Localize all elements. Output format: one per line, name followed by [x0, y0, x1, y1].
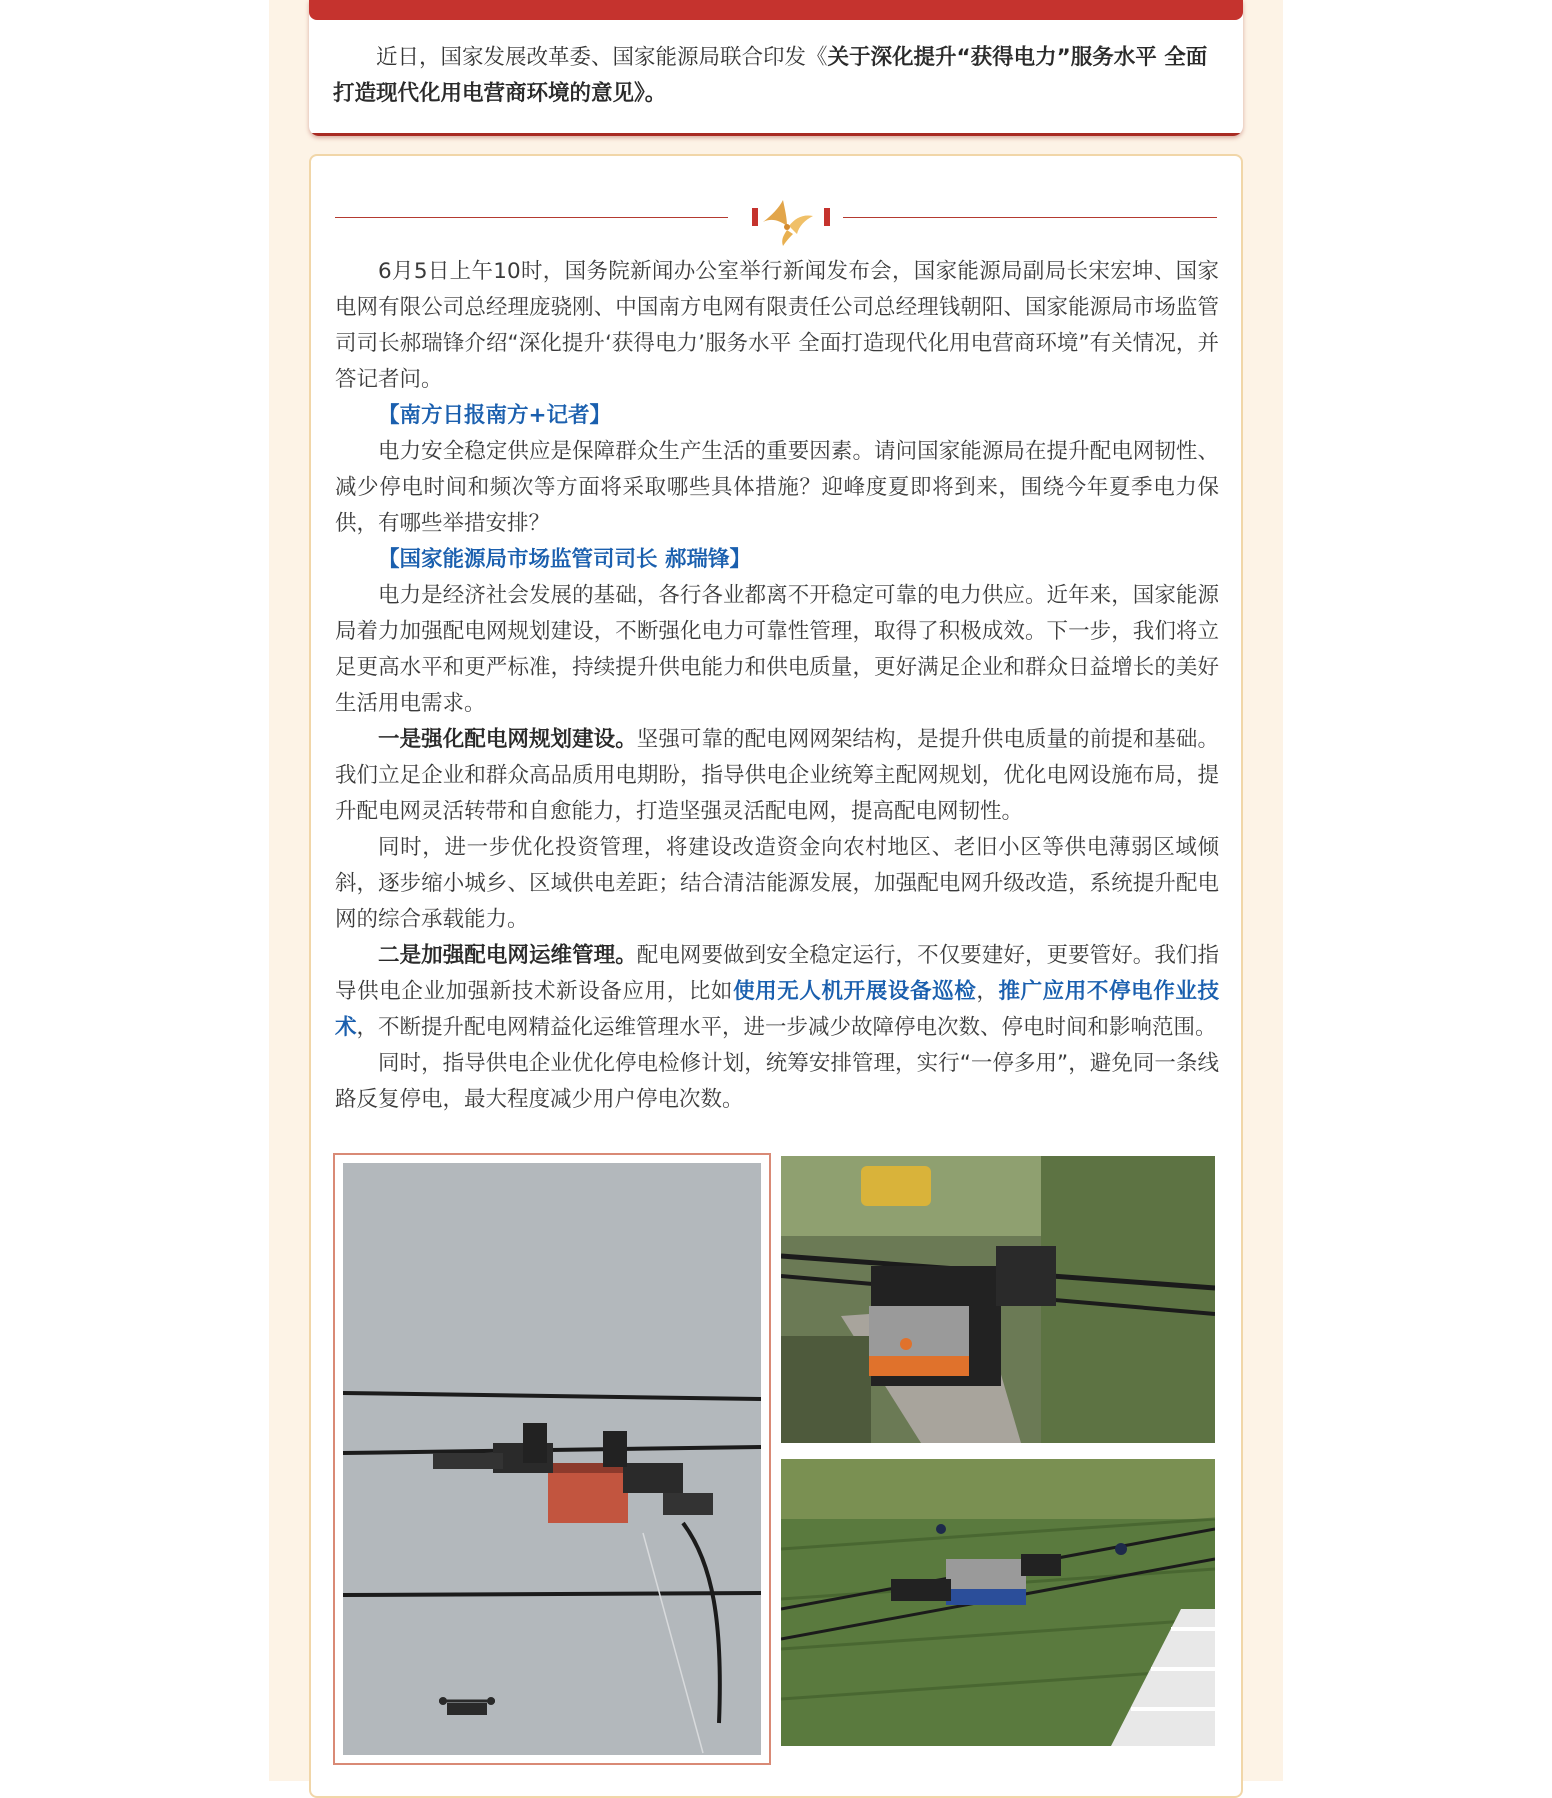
point2-separator: ， — [976, 979, 999, 1004]
article-body — [335, 254, 1219, 1118]
question-paragraph: 电力安全稳定供应是保障群众生产生活的重要因素。请问国家能源局在提升配电网韧性、减少停电时间和频次等方面将采取哪些具体措施？迎峰度夏即将到来，围绕今年夏季电力保供，有哪些举措安排？ — [335, 439, 1219, 536]
point2-more-paragraph: 同时，指导供电企业优化停电检修计划，统筹安排管理，实行“一停多用”，避免同一条线路反复停电，最大程度减少用户停电次数。 — [335, 1051, 1219, 1112]
photo-robot-drone — [333, 1153, 771, 1765]
photo-robot-drone-image — [343, 1163, 761, 1755]
dove-emblem-icon — [757, 196, 819, 248]
divider-line-left — [335, 217, 728, 218]
section-divider — [335, 196, 1217, 236]
point2-paragraph — [335, 938, 1219, 1046]
live-work-highlight: 推广应用不停电作业技术 — [335, 979, 1219, 1040]
drone-inspection-highlight: 使用无人机开展设备巡检 — [733, 979, 977, 1004]
point2-body-a: 配电网要做到安全稳定运行，不仅要建好，更要管好。我们指导供电企业加强新技术新设备应用，比如 — [335, 943, 1219, 1004]
point1-more-paragraph: 同时，进一步优化投资管理，将建设改造资金向农村地区、老旧小区等供电薄弱区域倾斜，逐步缩小城乡、区域供电差距；结合清洁能源发展，加强配电网升级改造，系统提升配电网的综合承载能力。 — [335, 835, 1219, 932]
intro-bottom-line — [309, 133, 1243, 136]
reporter-tag: 【南方日报南方+记者】 — [378, 403, 612, 428]
photo-robot-field — [781, 1459, 1215, 1746]
point2-body-b: ，不断提升配电网精益化运维管理水平，进一步减少故障停电次数、停电时间和影响范围。 — [356, 1015, 1217, 1040]
point1-paragraph — [335, 722, 1219, 830]
intro-paragraph — [333, 40, 1221, 112]
point2-title: 二是加强配电网运维管理。 — [378, 943, 637, 968]
answer-paragraph: 电力是经济社会发展的基础，各行各业都离不开稳定可靠的电力供应。近年来，国家能源局着力加强配电网规划建设，不断强化电力可靠性管理，取得了积极成效。下一步，我们将立足更高水平和更严标准，持续提升供电能力和供电质量，更好满足企业和群众日益增长的美好生活用电需求。 — [335, 583, 1219, 716]
divider-mark-right — [824, 208, 830, 226]
intro-doc-title: 关于深化提升“获得电力”服务水平 全面打造现代化用电营商环境的意见 — [333, 45, 1208, 106]
article-paragraph-intro: 6月5日上午10时，国务院新闻办公室举行新闻发布会，国家能源局副局长宋宏坤、国家电网有限公司总经理庞骁刚、中国南方电网有限责任公司总经理钱朝阳、国家能源局市场监管司司长郝瑞锋介绍“深化提升‘获得电力’服务水平 全面打造现代化用电营商环境”有关情况，并答记者问。 — [335, 259, 1219, 392]
point1-title: 一是强化配电网规划建设。 — [378, 727, 637, 752]
divider-line-right — [843, 217, 1217, 218]
official-tag: 【国家能源局市场监管司司长 郝瑞锋】 — [378, 547, 751, 572]
point1-body: 坚强可靠的配电网网架结构，是提升供电质量的前提和基础。我们立足企业和群众高品质用电期盼，指导供电企业统筹主配网规划，优化电网设施布局，提升配电网灵活转带和自愈能力，打造坚强灵活配电网，提高配电网韧性。 — [335, 727, 1219, 824]
intro-card — [309, 0, 1243, 136]
photo-robot-road — [781, 1156, 1215, 1443]
intro-lead: 近日，国家发展改革委、国家能源局联合印发《 — [376, 45, 828, 70]
intro-tail: 》。 — [634, 81, 667, 106]
intro-top-bar — [309, 0, 1243, 20]
